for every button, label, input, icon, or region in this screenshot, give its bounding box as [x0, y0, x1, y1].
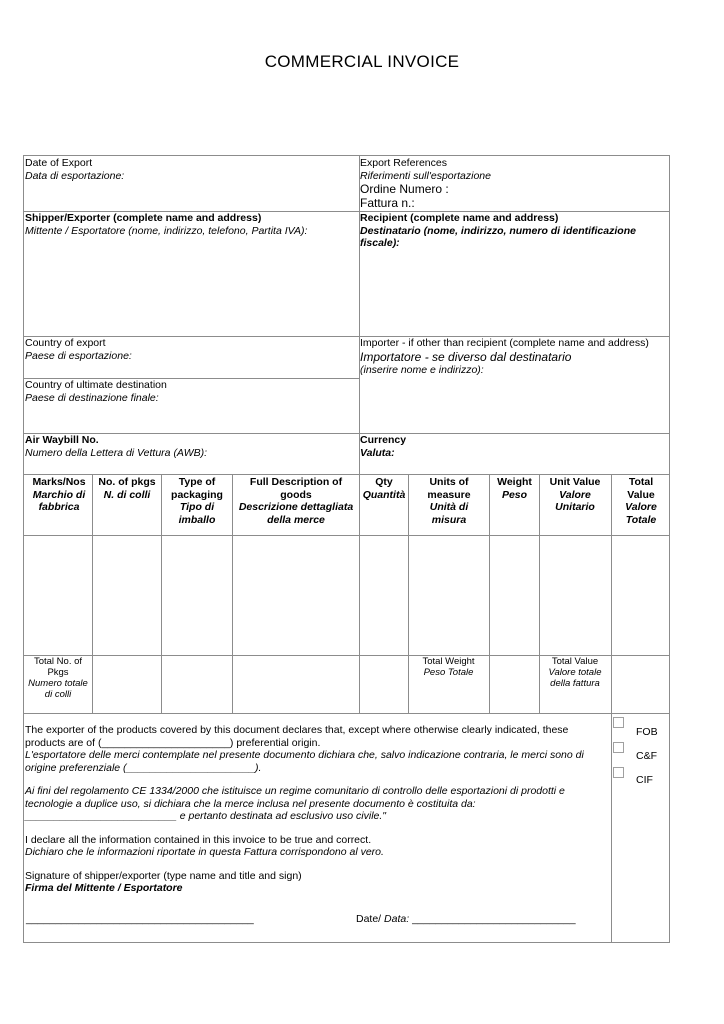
- column-header-total-value: Total Value Valore Totale: [625, 476, 657, 526]
- column-header-packaging-type: Type of packaging Tipo di imballo: [171, 476, 223, 526]
- date-label-it: Data:: [384, 913, 410, 925]
- country-of-export-label: Country of export: [25, 337, 106, 349]
- export-references-label: Export References: [360, 157, 447, 169]
- checkbox-cf-label: C&F: [636, 750, 657, 762]
- date-line: ____________________________: [412, 913, 576, 925]
- country-of-destination-label: Country of ultimate destination: [25, 379, 167, 391]
- importer-note-it: (inserire nome e indirizzo):: [360, 363, 484, 376]
- country-of-destination-field[interactable]: [24, 378, 359, 405]
- checkbox-cif[interactable]: [613, 767, 624, 778]
- rule: [24, 474, 669, 475]
- importer-field[interactable]: [359, 336, 669, 377]
- column-header-marks: Marks/Nos Marchio di fabbrica: [32, 476, 86, 513]
- shipper-field[interactable]: [24, 211, 359, 238]
- declaration-section: [25, 724, 610, 901]
- checkbox-fob-label: FOB: [636, 726, 658, 738]
- line-items-area[interactable]: [24, 536, 669, 654]
- order-number-label: Ordine Numero :: [360, 182, 449, 196]
- date-field[interactable]: [355, 912, 615, 927]
- total-packages-cell: Total No. of Pkgs Numero totale di colli: [28, 656, 88, 700]
- column-header-quantity: Qty Quantità: [362, 476, 406, 501]
- column-header-units: Units of measure Unità di misura: [427, 476, 471, 526]
- date-of-export-label-it: Data di esportazione:: [25, 169, 125, 182]
- country-of-export-field[interactable]: [24, 336, 359, 363]
- truth-declaration-it: Dichiaro che le informazioni riportate in questa Fattura corrispondono al vero.: [25, 846, 384, 858]
- date-of-export-field[interactable]: [24, 156, 359, 183]
- total-value-cell: Total Value Valore totale della fattura: [548, 656, 602, 689]
- origin-declaration-it: L'esportatore delle merci contemplate nel presente documento dichiara che, salvo indicazione contraria, le merci sono di origine preferenziale (______________________).: [25, 749, 584, 774]
- shipper-label-it: Mittente / Esportatore (nome, indirizzo, telefono, Partita IVA):: [25, 224, 308, 237]
- truth-declaration-en: I declare all the information contained in this invoice to be true and correct.: [25, 833, 372, 846]
- currency-label: Currency: [360, 434, 407, 446]
- rule: [611, 713, 612, 943]
- importer-label: Importer - if other than recipient (complete name and address): [360, 337, 649, 349]
- date-of-export-label: Date of Export: [25, 157, 93, 169]
- total-weight-cell: Total Weight Peso Totale: [422, 656, 475, 678]
- signature-label: Signature of shipper/exporter (type name and title and sign): [25, 869, 302, 882]
- recipient-label: Recipient (complete name and address): [360, 212, 559, 224]
- recipient-field[interactable]: [359, 211, 669, 251]
- country-of-destination-label-it: Paese di destinazione finale:: [25, 391, 159, 404]
- date-label-en: Date/: [356, 913, 382, 925]
- rule: [24, 713, 669, 714]
- importer-label-it: Importatore - se diverso dal destinatario: [360, 349, 572, 364]
- invoice-form: [23, 155, 670, 943]
- recipient-label-it: Destinatario (nome, indirizzo, numero di identificazione fiscale):: [360, 224, 636, 249]
- currency-label-it: Valuta:: [360, 446, 395, 459]
- checkbox-cf[interactable]: [613, 742, 624, 753]
- export-references-label-it: Riferimenti sull'esportazione: [360, 169, 491, 182]
- currency-field[interactable]: [359, 433, 669, 460]
- origin-declaration-en: The exporter of the products covered by this document declares that, except where otherwise clearly indicated, these products are of (______________________) preferential origin.: [25, 724, 569, 749]
- document-title: COMMERCIAL INVOICE: [264, 52, 460, 71]
- air-waybill-field[interactable]: [24, 433, 359, 460]
- invoice-number-label: Fattura n.:: [360, 196, 415, 210]
- column-header-description: Full Description of goods Descrizione dettagliata della merce: [238, 476, 354, 526]
- shipper-label: Shipper/Exporter (complete name and address): [25, 212, 262, 224]
- dual-use-declaration-it: Ai fini del regolamento CE 1334/2000 che istituisce un regime comunitario di controllo delle esportazioni di prodotti e tecnologie a duplice uso, si dichiara che la merce inclusa nel presente documento è costituita da: __________________________ e pertanto destinata ad esclusivo uso civile.": [25, 785, 565, 822]
- column-header-unit-value: Unit Value Valore Unitario: [549, 476, 601, 513]
- column-header-packages: No. of pkgs N. di colli: [98, 476, 156, 501]
- checkbox-fob[interactable]: [613, 717, 624, 728]
- air-waybill-label: Air Waybill No.: [25, 434, 99, 446]
- signature-line[interactable]: _______________________________________: [26, 913, 254, 925]
- air-waybill-label-it: Numero della Lettera di Vettura (AWB):: [25, 446, 208, 459]
- column-header-weight: Weight Peso: [497, 476, 532, 501]
- export-references-field[interactable]: [359, 156, 669, 211]
- checkbox-cif-label: CIF: [636, 774, 653, 786]
- signature-label-it: Firma del Mittente / Esportatore: [25, 882, 183, 894]
- country-of-export-label-it: Paese di esportazione:: [25, 349, 132, 362]
